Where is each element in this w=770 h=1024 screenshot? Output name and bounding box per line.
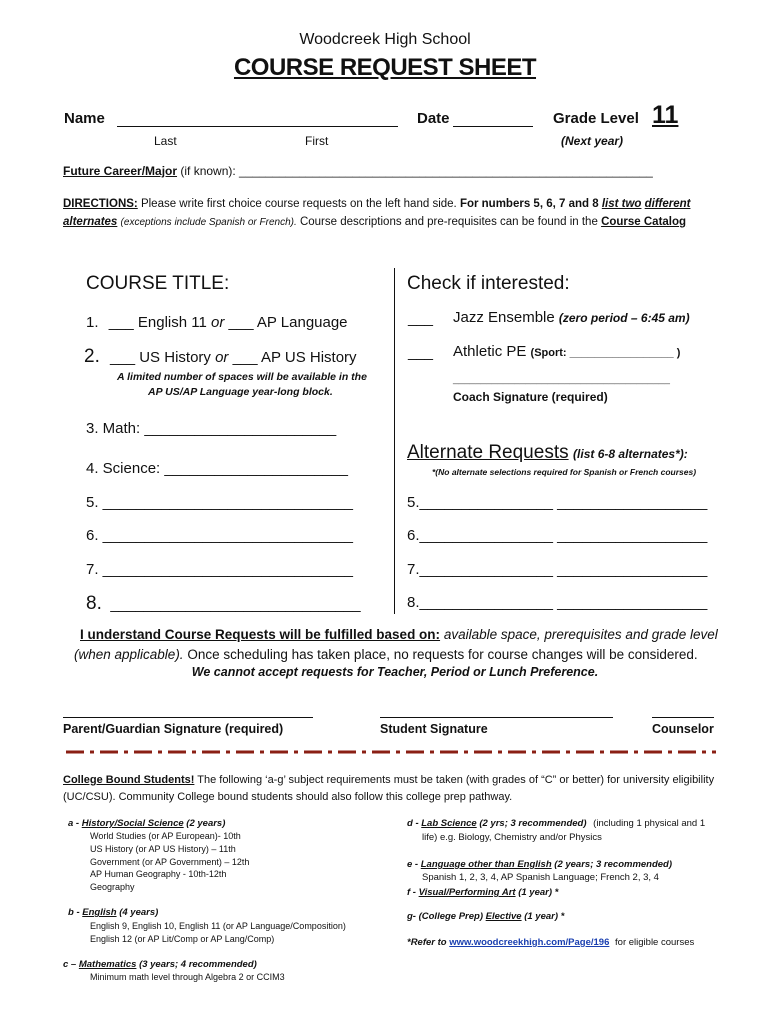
course-catalog-link[interactable]: Course Catalog: [601, 216, 687, 228]
alt-heading-note: (list 6-8 alternates*):: [573, 447, 688, 461]
req-e-note: Spanish 1, 2, 3, 4, AP Spanish Language; French 2, 3, 4: [422, 872, 659, 883]
athletic-pe-option: [453, 343, 680, 360]
jazz-blank[interactable]: ___: [408, 310, 434, 327]
school-name: Woodcreek High School: [299, 31, 471, 48]
requirement-a: [68, 817, 225, 830]
directions-label: DIRECTIONS:: [63, 198, 138, 210]
alternate-requests-heading: [407, 442, 688, 464]
or-label: or: [211, 314, 225, 331]
directions-descriptions: Course descriptions and pre-requisites can be found in the: [299, 216, 598, 228]
req-b-title: English: [82, 907, 117, 918]
career-label: Future Career/Major: [63, 164, 178, 178]
college-bound-lead: College Bound Students!: [63, 774, 195, 786]
req-e-years: (2 years; 3 recommended): [554, 859, 673, 870]
req-item: English 9, English 10, English 11 (or AP Language/Composition): [90, 921, 346, 931]
req-a-years: (2 years): [186, 818, 226, 829]
req-g-years: (1 year) *: [524, 911, 565, 922]
directions-list-two: list two: [601, 198, 642, 210]
req-a-items: [90, 830, 249, 894]
alternate-8-field[interactable]: 8.________________ __________________: [407, 594, 708, 611]
requirement-e: [407, 858, 672, 871]
understand-when: (when applicable).: [74, 647, 184, 662]
dashed-separator: [66, 750, 716, 754]
understand-lead: I understand Course Requests will be fulfilled based on:: [80, 627, 441, 642]
alternate-6-field[interactable]: 6.________________ __________________: [407, 527, 708, 544]
career-field: (if known): ______________________________________________________________: [180, 164, 653, 178]
req-f-title: Visual/Performing Art: [418, 887, 516, 898]
grade-label: Grade Level: [553, 110, 639, 127]
athletic-blank[interactable]: ___: [408, 344, 434, 361]
req-a-letter: a -: [68, 818, 80, 829]
directions-text: Please write first choice course requests on the left hand side.: [140, 198, 457, 210]
req-item: Minimum math level through Algebra 2 or CCIM3: [90, 972, 285, 982]
req-e-title: Language other than English: [420, 859, 552, 870]
ap-language-option[interactable]: ___ AP Language: [228, 314, 348, 331]
grade-caption: (Next year): [561, 134, 624, 148]
no-preference-notice: We cannot accept requests for Teacher, Period or Lunch Preference.: [191, 665, 599, 679]
parent-signature-field[interactable]: [63, 717, 313, 718]
req-f-letter: f -: [407, 887, 416, 898]
req-f-years: (1 year) *: [518, 887, 559, 898]
sport-field[interactable]: (Sport: _________________ ): [530, 347, 681, 359]
req-item: World Studies (or AP European)- 10th: [90, 831, 241, 841]
requirement-c: [63, 958, 257, 971]
us-history-option[interactable]: ___ US History: [110, 349, 211, 366]
req-item: Geography: [90, 882, 135, 893]
req-d-note: (including 1 physical and 1: [593, 818, 706, 829]
course-5-field[interactable]: 5. ______________________________: [86, 494, 353, 511]
course-8-line: ______________________________: [110, 596, 361, 613]
understand-line-1: [80, 627, 718, 642]
understand-line-2: [74, 647, 698, 662]
requirement-b: [68, 906, 158, 919]
req-d-years: (2 yrs; 3 recommended): [479, 818, 587, 829]
course-row-2[interactable]: [84, 346, 357, 368]
directions-numbers: For numbers 5, 6, 7 and 8: [459, 198, 599, 210]
jazz-label: Jazz Ensemble: [453, 309, 555, 326]
block-note-2: AP US/AP Language year-long block.: [148, 386, 333, 398]
req-g-title: Elective: [485, 911, 522, 922]
req-c-title: Mathematics: [78, 959, 137, 970]
req-item: English 12 (or AP Lit/Comp or AP Lang/Comp): [90, 934, 275, 944]
counselor-signature-field[interactable]: [652, 717, 714, 718]
coach-signature-line[interactable]: _______________________________________: [453, 374, 670, 385]
alternate-5-field[interactable]: 5.________________ __________________: [407, 494, 708, 511]
row-number: 1.: [86, 314, 99, 331]
alt-heading-text: Alternate Requests: [407, 442, 569, 463]
college-bound-text-1: The following ‘a-g’ subject requirements must be taken (with grades of “C” or better) for university: [197, 774, 670, 786]
college-bound-text-2: eligibility (UC/CSU). Community College bound students should also follow this college prep pathway.: [63, 774, 715, 803]
alternate-sub-note: *(No alternate selections required for Spanish or French courses): [432, 467, 697, 477]
science-field[interactable]: 4. Science: ______________________: [86, 460, 348, 477]
req-c-items: [90, 972, 285, 982]
directions-alternates: different alternates: [63, 198, 691, 228]
req-d-letter: d -: [407, 818, 419, 829]
college-bound-intro: [63, 772, 723, 806]
career-line[interactable]: [63, 164, 653, 178]
course-title-heading: COURSE TITLE:: [86, 273, 230, 294]
check-interested-heading: Check if interested:: [407, 273, 570, 294]
page-title: COURSE REQUEST SHEET: [233, 54, 537, 81]
req-b-letter: b -: [68, 907, 80, 918]
course-7-field[interactable]: 7. ______________________________: [86, 561, 353, 578]
row-number: 8.: [86, 593, 102, 614]
student-signature-label: Student Signature: [380, 722, 488, 736]
requirement-d: [407, 817, 705, 830]
refer-post: for eligible courses: [615, 937, 695, 948]
math-field[interactable]: 3. Math: _______________________: [86, 420, 337, 437]
first-caption: First: [305, 134, 329, 148]
course-6-field[interactable]: 6. ______________________________: [86, 527, 353, 544]
woodcreek-link[interactable]: www.woodcreekhigh.com/Page/196: [449, 937, 610, 948]
req-e-letter: e -: [407, 859, 419, 870]
name-label: Name: [64, 110, 105, 127]
parent-signature-label: Parent/Guardian Signature (required): [63, 722, 284, 736]
understand-no-changes: Once scheduling has taken place, no requests for course changes will be considered.: [187, 647, 698, 662]
date-label: Date: [417, 110, 450, 127]
requirement-f: [407, 886, 558, 899]
req-a-title: History/Social Science: [81, 818, 184, 829]
coach-signature-label: Coach Signature (required): [453, 390, 608, 404]
ap-us-history-option[interactable]: ___ AP US History: [232, 349, 357, 366]
block-note-1: A limited number of spaces will be available in the: [117, 371, 367, 383]
last-caption: Last: [154, 134, 177, 148]
column-divider: [394, 268, 395, 614]
directions-exceptions: (exceptions include Spanish or French).: [120, 217, 297, 228]
req-c-years: (3 years; 4 recommended): [139, 959, 257, 970]
or-label: or: [215, 349, 229, 366]
date-field[interactable]: [453, 126, 533, 127]
course-row-1[interactable]: [86, 314, 348, 331]
alternate-7-field[interactable]: 7.________________ __________________: [407, 561, 708, 578]
requirement-g: [407, 910, 564, 923]
req-item: US History (or AP US History) – 11th: [90, 843, 236, 854]
directions: [63, 195, 723, 232]
english-11-option[interactable]: ___ English 11: [108, 314, 207, 331]
req-d-note-2: life) e.g. Biology, Chemistry and/or Physics: [422, 832, 602, 843]
req-g-letter: g- (College Prep): [407, 911, 484, 922]
jazz-note: (zero period – 6:45 am): [558, 311, 690, 325]
req-item: Government (or AP Government) – 12th: [90, 856, 250, 867]
refer-pre: *Refer to: [407, 937, 447, 948]
req-d-title: Lab Science: [421, 818, 477, 829]
course-8-field[interactable]: [86, 593, 361, 615]
name-field[interactable]: [117, 126, 398, 127]
jazz-ensemble-option: [453, 309, 690, 326]
req-b-years: (4 years): [119, 907, 159, 918]
student-signature-field[interactable]: [380, 717, 613, 718]
req-item: AP Human Geography - 10th-12th: [90, 869, 227, 880]
row-number: 2.: [84, 346, 100, 367]
understand-criteria: available space, prerequisites and grade level: [443, 627, 718, 642]
req-b-items: [90, 920, 346, 946]
athletic-label: Athletic PE: [453, 343, 527, 360]
counselor-signature-label: Counselor: [652, 722, 714, 736]
req-c-letter: c –: [63, 959, 77, 970]
grade-value: 11: [652, 101, 679, 129]
refer-note: [407, 937, 694, 948]
